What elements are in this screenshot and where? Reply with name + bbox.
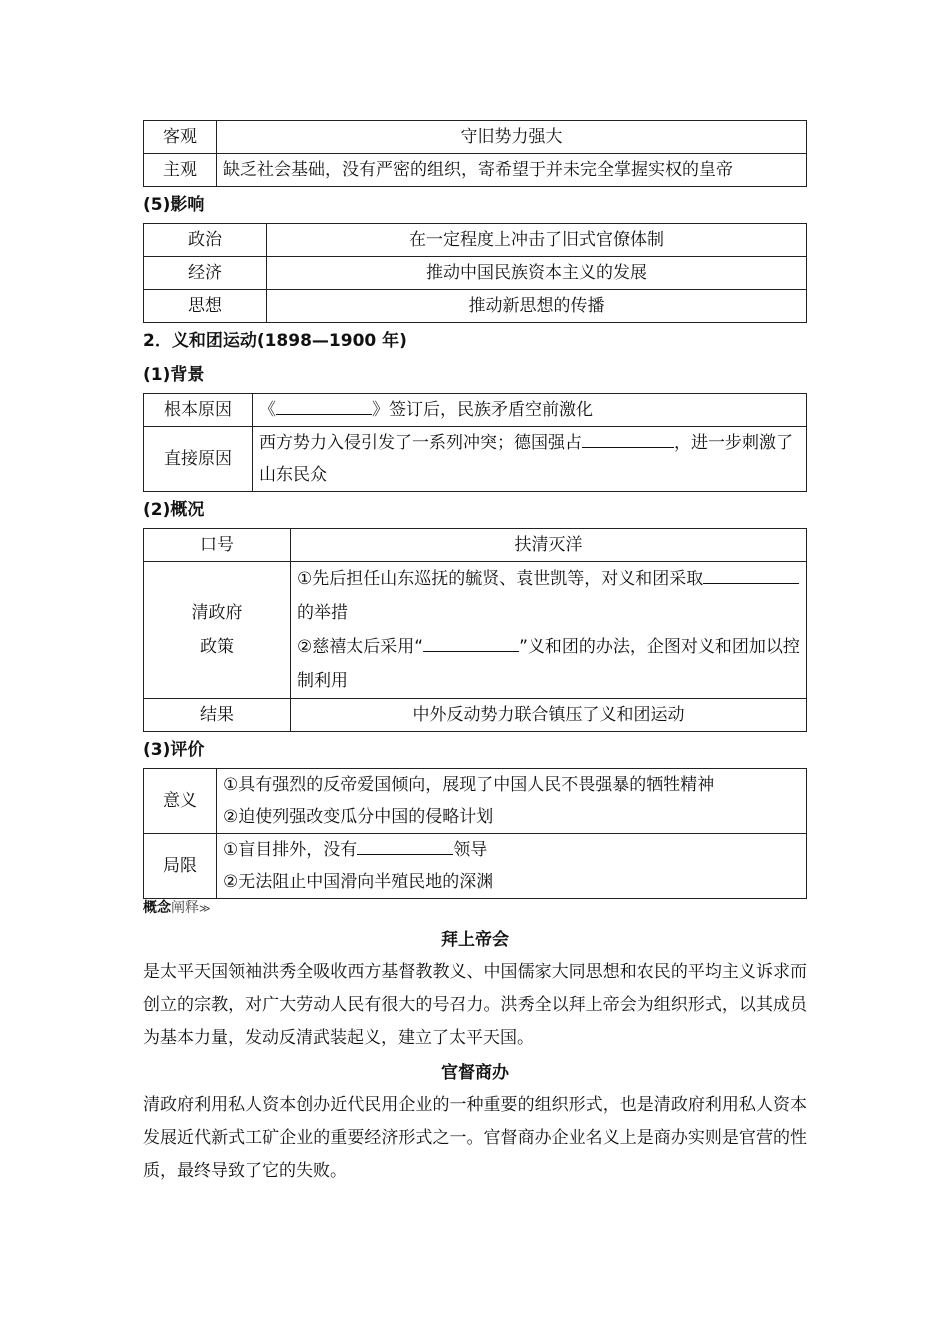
row-label [144, 562, 291, 699]
row-label: 根本原因 [144, 394, 253, 427]
row-text [253, 394, 807, 427]
table-row [144, 224, 807, 257]
fill-blank[interactable] [423, 633, 519, 652]
list-item [223, 834, 800, 866]
list-item: ①具有强烈的反帝爱国倾向，展现了中国人民不畏强暴的牺牲精神 [223, 775, 715, 795]
section-heading: (2)概况 [143, 500, 205, 520]
overview-table [143, 528, 807, 732]
concept-tag-bold: 概念 [143, 900, 171, 916]
row-label: 思想 [144, 290, 267, 323]
row-text: 中外反动势力联合镇压了义和团运动 [291, 699, 807, 732]
fill-blank[interactable] [276, 396, 372, 415]
text-part: 西方势力入侵引发了一系列冲突；德国强占 [259, 433, 582, 453]
text-part: ，进一步刺激了山东民众 [259, 433, 793, 485]
policy-item [297, 630, 800, 698]
table-row [144, 769, 807, 834]
row-label: 结果 [144, 699, 291, 732]
section-heading: (5)影响 [143, 195, 205, 215]
row-text: 推动新思想的传播 [267, 290, 807, 323]
table-row [144, 121, 807, 154]
list-item: ②无法阻止中国滑向半殖民地的深渊 [223, 872, 494, 892]
section-heading: (1)背景 [143, 365, 205, 385]
list-item: ②迫使列强改变瓜分中国的侵略计划 [223, 807, 494, 827]
text-part: 》签订后，民族矛盾空前激化 [372, 400, 593, 420]
row-text: 在一定程度上冲击了旧式官僚体制 [267, 224, 807, 257]
failure-reasons-table [143, 120, 807, 187]
term-paragraph: 是太平天国领袖洪秀全吸收西方基督教教义、中国儒家大同思想和农民的平均主义诉求而创立的宗教，对广大劳动人民有很大的号召力。洪秀全以拜上帝会为组织形式，以其成员为基本力量，发动反清武装起义，建立了太平天国。 [143, 962, 807, 1048]
fill-blank[interactable] [582, 429, 674, 448]
row-text: 缺乏社会基础，没有严密的组织，寄希望于并未完全掌握实权的皇帝 [217, 154, 807, 187]
row-label: 客观 [144, 121, 217, 154]
concept-tag-light: 阐释 [171, 900, 199, 916]
label-line: 政策 [200, 637, 234, 657]
row-text [217, 834, 807, 899]
label-line: 清政府 [191, 603, 243, 623]
table-row [144, 290, 807, 323]
row-label: 口号 [144, 529, 291, 562]
row-label: 局限 [144, 834, 217, 899]
text-part: 的举措 [297, 603, 348, 623]
row-text: 扶清灭洋 [291, 529, 807, 562]
policy-item [297, 562, 800, 630]
fill-blank[interactable] [357, 836, 453, 855]
table-row [144, 257, 807, 290]
table-row [144, 529, 807, 562]
text-part: ①先后担任山东巡抚的毓贤、袁世凯等，对义和团采取 [297, 569, 704, 589]
row-text [217, 769, 807, 834]
text-part: 《 [259, 400, 276, 420]
main-heading: 2．义和团运动(1898—1900 年) [143, 331, 407, 351]
impact-table [143, 223, 807, 323]
row-text [253, 427, 807, 492]
term-paragraph: 清政府利用私人资本创办近代民用企业的一种重要的组织形式，也是清政府利用私人资本发展近代新式工矿企业的重要经济形式之一。官督商办企业名义上是商办实则是官营的性质，最终导致了它的失败。 [143, 1095, 807, 1181]
text-part: ①盲目排外，没有 [223, 840, 358, 860]
row-label: 经济 [144, 257, 267, 290]
table-row [144, 562, 807, 699]
row-label: 政治 [144, 224, 267, 257]
table-row [144, 394, 807, 427]
table-row [144, 427, 807, 492]
section-heading: (3)评价 [143, 740, 205, 760]
row-label: 主观 [144, 154, 217, 187]
row-label: 直接原因 [144, 427, 253, 492]
table-row [144, 154, 807, 187]
text-part: ”义和团的办法，企图对义和团加以控制利用 [297, 637, 800, 691]
table-row [144, 699, 807, 732]
table-row [144, 834, 807, 899]
double-chevron-icon: ≫ [199, 902, 211, 915]
term-title: 官督商办 [441, 1063, 509, 1083]
row-text: 推动中国民族资本主义的发展 [267, 257, 807, 290]
term-title: 拜上帝会 [441, 930, 509, 950]
row-text [291, 562, 807, 699]
fill-blank[interactable] [703, 565, 799, 584]
document-page [143, 120, 807, 1188]
evaluation-table [143, 768, 807, 899]
concept-tag [143, 899, 807, 918]
text-part: ②慈禧太后采用“ [297, 637, 424, 657]
row-label: 意义 [144, 769, 217, 834]
text-part: 领导 [453, 840, 488, 860]
row-text: 守旧势力强大 [217, 121, 807, 154]
background-table [143, 393, 807, 492]
